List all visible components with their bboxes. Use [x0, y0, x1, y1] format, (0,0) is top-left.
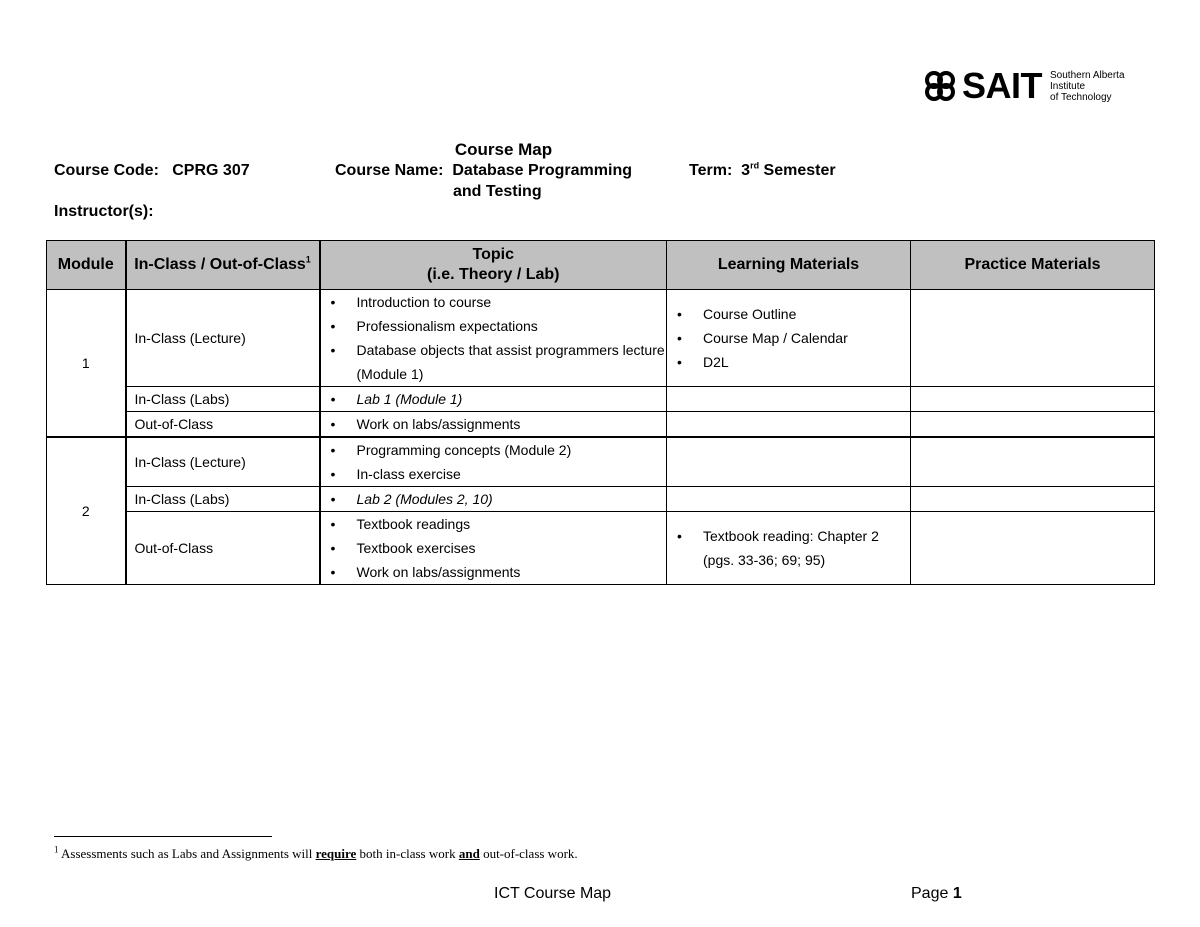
- module-number: 2: [47, 437, 126, 585]
- list-item: • Course Map / Calendar: [675, 326, 910, 350]
- practice-materials-cell: [911, 290, 1155, 387]
- list-item: • Lab 1 (Module 1): [329, 387, 667, 411]
- list-item: • Work on labs/assignments: [329, 412, 667, 436]
- term: Term: 3rd Semester: [689, 160, 836, 179]
- table-row: [47, 487, 1155, 512]
- table-row: [47, 512, 1155, 585]
- sait-knot-icon: [922, 68, 958, 104]
- footnote: $^1$ Assessments such as Labs and Assignments will require both in-class work and out-of-class work.: [54, 844, 578, 861]
- document-title: Course Map: [454, 140, 553, 159]
- practice-materials-cell: [911, 487, 1155, 512]
- list-item: • Introduction to course: [329, 290, 667, 314]
- footer-title: ICT Course Map: [494, 885, 612, 902]
- list-item: • Work on labs/assignments: [329, 560, 667, 584]
- practice-materials-cell: [911, 437, 1155, 487]
- practice-materials-cell: [911, 387, 1155, 412]
- logo-wordmark: SAIT: [962, 65, 1043, 106]
- learning-materials-cell: [667, 437, 911, 487]
- practice-materials-cell: [911, 412, 1155, 438]
- list-item: • Textbook exercises: [329, 536, 667, 560]
- learning-materials-cell: [667, 387, 911, 412]
- learning-materials-cell: [667, 412, 911, 438]
- list-item: • Programming concepts (Module 2): [329, 438, 667, 462]
- topic-cell: [320, 437, 667, 487]
- page-number: Page 1: [911, 885, 962, 902]
- logo-tagline: Southern Alberta Institute of Technology: [1050, 69, 1125, 103]
- learning-materials-cell: [667, 512, 911, 585]
- table-row: [47, 290, 1155, 387]
- header-practice-materials: Practice Materials: [911, 241, 1155, 290]
- learning-materials-cell: [667, 290, 911, 387]
- list-item: • Database objects that assist programmers lecture (Module 1): [329, 338, 667, 386]
- list-item: • Textbook reading: Chapter 2 (pgs. 33-36; 69; 95): [675, 524, 910, 572]
- header-class-type: In-Class / Out-of-Class$^1$: [126, 241, 320, 290]
- topic-cell: [320, 512, 667, 585]
- header-learning-materials: Learning Materials: [667, 241, 911, 290]
- class-type-cell: Out-of-Class: [126, 512, 320, 585]
- course-name: Course Name: Database Programming: [335, 162, 632, 179]
- course-name-continued: and Testing: [453, 183, 542, 200]
- course-code: Course Code: CPRG 307: [54, 162, 250, 179]
- topic-cell: [320, 412, 667, 438]
- list-item: • Course Outline: [675, 302, 910, 326]
- course-map-table: [46, 240, 1155, 585]
- topic-cell: [320, 487, 667, 512]
- practice-materials-cell: [911, 512, 1155, 585]
- list-item: • D2L: [675, 350, 910, 374]
- topic-cell: [320, 387, 667, 412]
- footnote-separator: [54, 836, 272, 837]
- class-type-cell: In-Class (Labs): [126, 387, 320, 412]
- list-item: • Professionalism expectations: [329, 314, 667, 338]
- class-type-cell: In-Class (Lecture): [126, 290, 320, 387]
- list-item: • Lab 2 (Modules 2, 10): [329, 487, 667, 511]
- class-type-cell: Out-of-Class: [126, 412, 320, 438]
- table-row: [47, 412, 1155, 438]
- header-topic: Topic (i.e. Theory / Lab): [320, 241, 667, 290]
- table-row: [47, 387, 1155, 412]
- list-item: • Textbook readings: [329, 512, 667, 536]
- sait-logo: [922, 66, 1125, 106]
- learning-materials-cell: [667, 487, 911, 512]
- topic-cell: [320, 290, 667, 387]
- class-type-cell: In-Class (Labs): [126, 487, 320, 512]
- list-item: • In-class exercise: [329, 462, 667, 486]
- table-row: [47, 437, 1155, 487]
- module-number: 1: [47, 290, 126, 438]
- class-type-cell: In-Class (Lecture): [126, 437, 320, 487]
- instructor-label: Instructor(s):: [54, 203, 154, 220]
- header-module: Module: [47, 241, 126, 290]
- table-header-row: [47, 241, 1155, 290]
